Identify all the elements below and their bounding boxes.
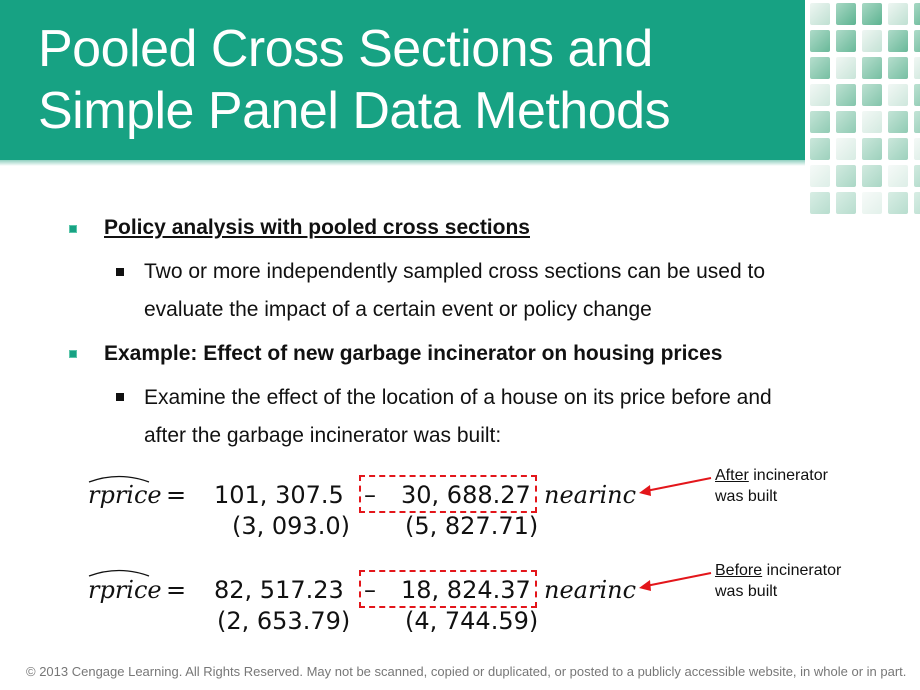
decorative-tile <box>835 164 857 188</box>
decorative-tile <box>861 164 883 188</box>
coefficient-value: 30, 688.27 <box>401 481 531 509</box>
banner-shadow <box>0 160 805 166</box>
decorative-tile <box>913 164 920 188</box>
sub-bullet-line: Examine the effect of the location of a house on its price before and <box>144 386 772 409</box>
sub-bullet-marker-icon <box>116 393 124 401</box>
decorative-tile <box>861 56 883 80</box>
decorative-tile <box>809 164 831 188</box>
intercept-value: 101, 307.5 <box>214 481 344 509</box>
decorative-tile <box>887 164 909 188</box>
bullet-heading-policy: Policy analysis with pooled cross sections <box>104 216 530 239</box>
copyright-footer: © 2013 Cengage Learning. All Rights Reserved. May not be scanned, copied or duplicated, or posted to a publicly accessible website, in whole or in part. <box>26 664 907 679</box>
dependent-variable: rprice <box>88 481 162 509</box>
annotation-text: was built <box>715 488 778 505</box>
equals-sign: = <box>166 576 187 604</box>
coefficient-standard-error: (5, 827.71) <box>405 512 539 540</box>
coefficient-standard-error: (4, 744.59) <box>405 607 539 635</box>
decorative-tile <box>809 191 831 215</box>
decorative-tile <box>913 110 920 134</box>
decorative-tile <box>835 83 857 107</box>
decorative-tiles-graphic <box>805 0 920 215</box>
decorative-tile <box>835 137 857 161</box>
decorative-tile <box>913 29 920 53</box>
decorative-tile <box>913 191 920 215</box>
decorative-tile <box>809 137 831 161</box>
equals-sign: = <box>166 481 187 509</box>
minus-sign: – <box>364 481 376 509</box>
arrow-icon <box>636 570 712 594</box>
annotation-text: was built <box>715 583 778 600</box>
sub-bullet-line: Two or more independently sampled cross sections can be used to <box>144 260 766 283</box>
bullet-marker-icon <box>69 350 77 358</box>
decorative-tile <box>861 137 883 161</box>
decorative-tile <box>861 2 883 26</box>
decorative-tile <box>913 56 920 80</box>
decorative-tile <box>913 2 920 26</box>
intercept-value: 82, 517.23 <box>214 576 344 604</box>
coefficient-value: 18, 824.37 <box>401 576 531 604</box>
decorative-tile <box>887 56 909 80</box>
minus-sign: – <box>364 576 376 604</box>
intercept-standard-error: (2, 653.79) <box>217 607 351 635</box>
decorative-tile <box>861 110 883 134</box>
annotation-emphasis: After <box>715 467 749 484</box>
sub-bullet-line: evaluate the impact of a certain event or policy change <box>144 298 652 321</box>
decorative-tile <box>809 29 831 53</box>
decorative-tile <box>861 191 883 215</box>
annotation-text: incinerator <box>762 562 842 579</box>
decorative-tile <box>887 191 909 215</box>
sub-bullet-marker-icon <box>116 268 124 276</box>
decorative-tile <box>835 56 857 80</box>
decorative-tile <box>913 83 920 107</box>
decorative-tile <box>861 83 883 107</box>
decorative-tile <box>809 110 831 134</box>
annotation-text: incinerator <box>748 467 828 484</box>
slide-title <box>38 18 670 142</box>
decorative-tile <box>835 191 857 215</box>
annotation-after <box>715 465 828 507</box>
decorative-tile <box>835 29 857 53</box>
decorative-tile <box>835 2 857 26</box>
decorative-tile <box>887 2 909 26</box>
annotation-before <box>715 560 841 602</box>
intercept-standard-error: (3, 093.0) <box>232 512 350 540</box>
decorative-tile <box>809 56 831 80</box>
bullet-heading-example: Example: Effect of new garbage incinerator on housing prices <box>104 342 723 365</box>
regressor-variable: nearinc <box>544 576 637 604</box>
annotation-emphasis: Before <box>715 562 763 579</box>
decorative-tile <box>887 110 909 134</box>
title-line-2: Simple Panel Data Methods <box>38 82 671 140</box>
sub-bullet-line: after the garbage incinerator was built: <box>144 424 502 447</box>
decorative-tile <box>835 110 857 134</box>
decorative-tile <box>809 2 831 26</box>
decorative-tile <box>809 83 831 107</box>
title-line-1: Pooled Cross Sections and <box>38 20 653 78</box>
decorative-tile <box>861 29 883 53</box>
arrow-icon <box>636 475 712 499</box>
decorative-tile <box>887 137 909 161</box>
bullet-marker-icon <box>69 225 77 233</box>
regressor-variable: nearinc <box>544 481 637 509</box>
decorative-tile <box>887 83 909 107</box>
dependent-variable: rprice <box>88 576 162 604</box>
decorative-tile <box>887 29 909 53</box>
decorative-tile <box>913 137 920 161</box>
